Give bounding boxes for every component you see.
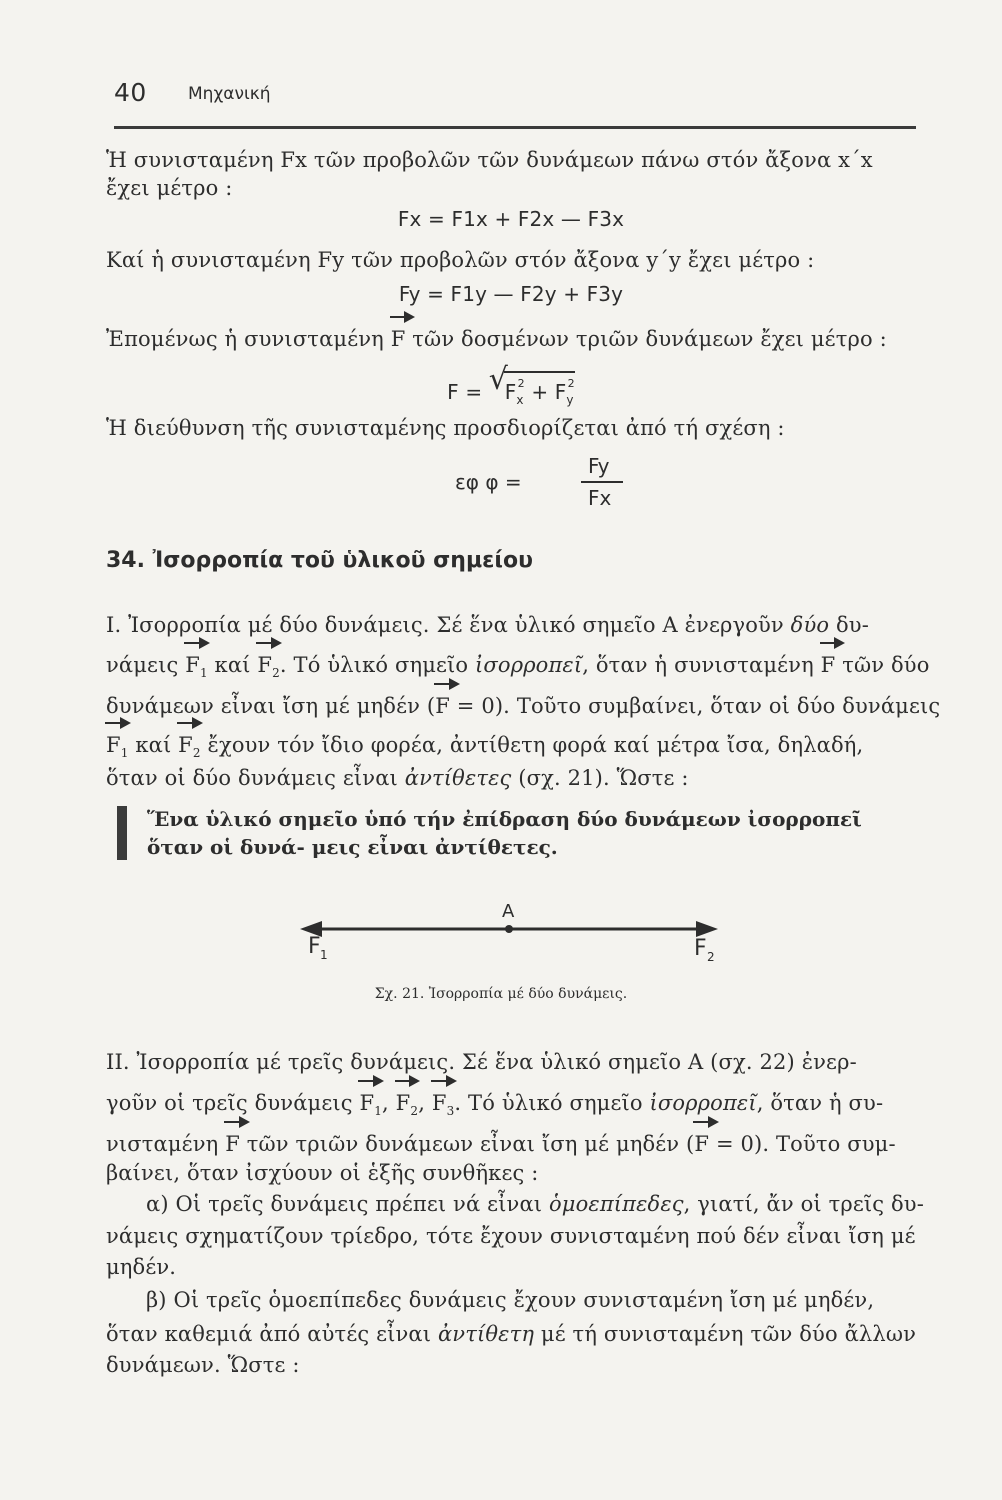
page-header (114, 72, 916, 129)
text-fragment: γοῦν οἱ τρεῖς δυνάμεις (106, 1091, 360, 1115)
vector-f-symbol: F (225, 1132, 240, 1156)
text-fragment: , γιατί, ἄν οἱ τρεῖς δυ- (683, 1192, 924, 1216)
paragraph-line: νάμεις σχηματίζουν τρίεδρο, τότε ἔχουν συνισταμένη πού δέν εἶναι ἴση μέ (106, 1224, 916, 1248)
text-fragment: νισταμένη (106, 1132, 226, 1156)
text-fragment: (σχ. 21). Ὥστε : (511, 766, 689, 790)
vector-f-symbol: F (694, 1132, 710, 1156)
emphasis-text: δύο (790, 613, 830, 637)
text-fragment: = 0). Τοῦτο συμ- (709, 1132, 896, 1156)
emphasis-text: ἰσορροπεῖ (475, 653, 583, 677)
svg-text:2: 2 (707, 950, 715, 964)
text-fragment: καί (128, 733, 179, 757)
point-a (505, 925, 513, 933)
paragraph-line: ἔχει μέτρο : (106, 176, 233, 200)
vector-f2-symbol: F (257, 653, 273, 677)
formula-fy: Fy = F1y — F2y + F3y (398, 282, 624, 306)
formula-left: F = (447, 380, 489, 404)
text-fragment: μέ τή συνισταμένη τῶν δύο ἄλλων (534, 1322, 917, 1346)
paragraph-line (106, 1130, 916, 1158)
sqrt-term: F (504, 380, 517, 404)
figure-caption: Σχ. 21. Ἰσορροπία μέ δύο δυνάμεις. (374, 986, 628, 1002)
text-fragment: δυνάμεων εἶναι ἴση μέ μηδέν ( (106, 694, 436, 718)
paragraph-line: Ἡ διεύθυνση τῆς συνισταμένης προσδιορίζεται ἀπό τή σχέση : (106, 416, 785, 440)
text-fragment: α) Οἱ τρεῖς δυνάμεις πρέπει νά εἶναι (146, 1192, 550, 1216)
fraction-denominator: Fx (588, 486, 612, 510)
paragraph-line: μηδέν. (106, 1255, 177, 1279)
chapter-title: Μηχανική (188, 84, 271, 104)
text-fragment: τῶν δύο (835, 653, 930, 677)
text-fragment: , ὅταν ἡ συνισταμένη (582, 653, 821, 677)
fraction-numerator: Fy (588, 454, 610, 478)
svg-text:1: 1 (320, 948, 328, 962)
vector-f1-symbol: F (185, 653, 200, 677)
vector-f-symbol: F (820, 653, 836, 677)
sqrt-icon: √ (488, 362, 509, 397)
text-fragment: , ὅταν ἡ συ- (756, 1091, 884, 1115)
vector-f1-symbol: F (106, 733, 121, 757)
emphasis-text: ἀντίθετες (404, 766, 512, 790)
f1-label: F (308, 934, 321, 959)
emphasis-text: ὁμοεπίπεδες (549, 1192, 684, 1216)
paragraph-line (146, 1190, 956, 1218)
paragraph-line (106, 611, 916, 639)
paragraph-line: γοῦν οἱ τρεῖς δυνάμεις $F_1$, $F_2$, $F_3$. Τό ὑλικό σημεῖο ἰσορροπεῖ, ὅταν ἡ συ- (106, 1091, 884, 1118)
text-fragment: ὅταν οἱ δύο δυνάμεις εἶναι (106, 766, 405, 790)
paragraph-line (106, 325, 916, 353)
right-arrowhead-icon (696, 921, 718, 937)
paragraph-line (106, 764, 916, 792)
paragraph-line: Ἡ συνισταμένη Fx τῶν προβολῶν τῶν δυνάμεων πάνω στόν ἄξονα x΄x (106, 148, 873, 172)
text-fragment: τῶν δοσμένων τριῶν δυνάμεων ἔχει μέτρο : (405, 327, 887, 351)
text-fragment: νάμεις (106, 653, 186, 677)
fraction-bar (581, 481, 623, 483)
vector-f2-symbol: F (178, 733, 193, 757)
sqrt-expression: √ $F_x^2 + F_y^2$ (488, 362, 575, 407)
fraction-lhs: εφ φ = (455, 470, 522, 494)
text-fragment: . Τό ὑλικό σημεῖο (454, 1091, 650, 1115)
text-fragment: Ἐπομένως ἡ συνισταμένη (106, 327, 391, 351)
point-a-label: A (502, 901, 515, 922)
text-fragment: . Τό ὑλικό σημεῖο (279, 653, 476, 677)
vector-f1-symbol: F (359, 1091, 375, 1115)
paragraph-line: δυνάμεων. Ὥστε : (106, 1353, 300, 1377)
section-heading: 34. Ἰσορροπία τοῦ ὑλικοῦ σημείου (106, 548, 533, 573)
vector-f2-symbol: F (395, 1091, 411, 1115)
text-fragment: τῶν τριῶν δυνάμεων εἶναι ἴση μέ μηδέν ( (239, 1132, 695, 1156)
text-fragment: ὅταν καθεμιά ἀπό αὐτές εἶναι (106, 1322, 438, 1346)
paragraph-line: νάμεις $F_1$ καί $F_2$. Τό ὑλικό σημεῖο ἰσορροπεῖ, ὅταν ἡ συνισταμένη F τῶν δύο (106, 653, 930, 680)
text-fragment: = 0). Τοῦτο συμβαίνει, ὅταν οἱ δύο δυνάμεις (449, 694, 941, 718)
paragraph-line (106, 1320, 916, 1348)
text-fragment: δυ- (829, 613, 869, 637)
emphasis-text: ἰσορροπεῖ (649, 1091, 757, 1115)
paragraph-line: β) Οἱ τρεῖς ὁμοεπίπεδες δυνάμεις ἔχουν συνισταμένη ἴση μέ μηδέν, (146, 1288, 875, 1312)
sqrt-term: F (554, 380, 567, 404)
equilibrium-diagram (300, 895, 730, 975)
paragraph-line: βαίνει, ὅταν ἰσχύουν οἱ ἑξῆς συνθῆκες : (106, 1161, 539, 1185)
vector-f3-symbol: F (431, 1091, 447, 1115)
paragraph-line: $F_1$ καί $F_2$ ἔχουν τόν ἴδιο φορέα, ἀντίθετη φορά καί μέτρα ἴσα, δηλαδή, (106, 733, 864, 760)
tangent-formula (455, 448, 646, 518)
paragraph-line (106, 692, 941, 720)
vector-f-symbol: F (435, 694, 450, 718)
vector-f-symbol: F (390, 327, 406, 351)
emphasis-text: ἀντίθετη (437, 1322, 535, 1346)
sqrt-overline (504, 371, 575, 373)
text-fragment: I. Ἰσορροπία μέ δύο δυνάμεις. Σέ ἕνα ὑλικό σημεῖο Α ἐνεργοῦν (106, 613, 791, 637)
paragraph-line: Καί ἡ συνισταμένη Fy τῶν προβολῶν στόν ἄξονα y΄y ἔχει μέτρο : (106, 248, 815, 272)
note-marker (117, 806, 127, 860)
text-fragment: καί (207, 653, 258, 677)
formula-magnitude (106, 362, 916, 414)
page-number: 40 (114, 78, 147, 107)
note-box: Ἕνα ὑλικό σημεῖο ὑπό τήν ἐπίδραση δύο δυνάμεων ἰσορροπεῖ ὅταν οἱ δυνά- μεις εἶναι ἀντίθετες. (147, 807, 862, 859)
text-fragment: ἔχουν τόν ἴδιο φορέα, ἀντίθετη φορά καί μέτρα ἴσα, δηλαδή, (200, 733, 864, 757)
f2-label: F (694, 936, 707, 961)
formula-fx: Fx = F1x + F2x — F3x (397, 207, 625, 231)
paragraph-line: II. Ἰσορροπία μέ τρεῖς δυνάμεις. Σέ ἕνα ὑλικό σημεῖο Α (σχ. 22) ἐνερ- (106, 1050, 857, 1074)
